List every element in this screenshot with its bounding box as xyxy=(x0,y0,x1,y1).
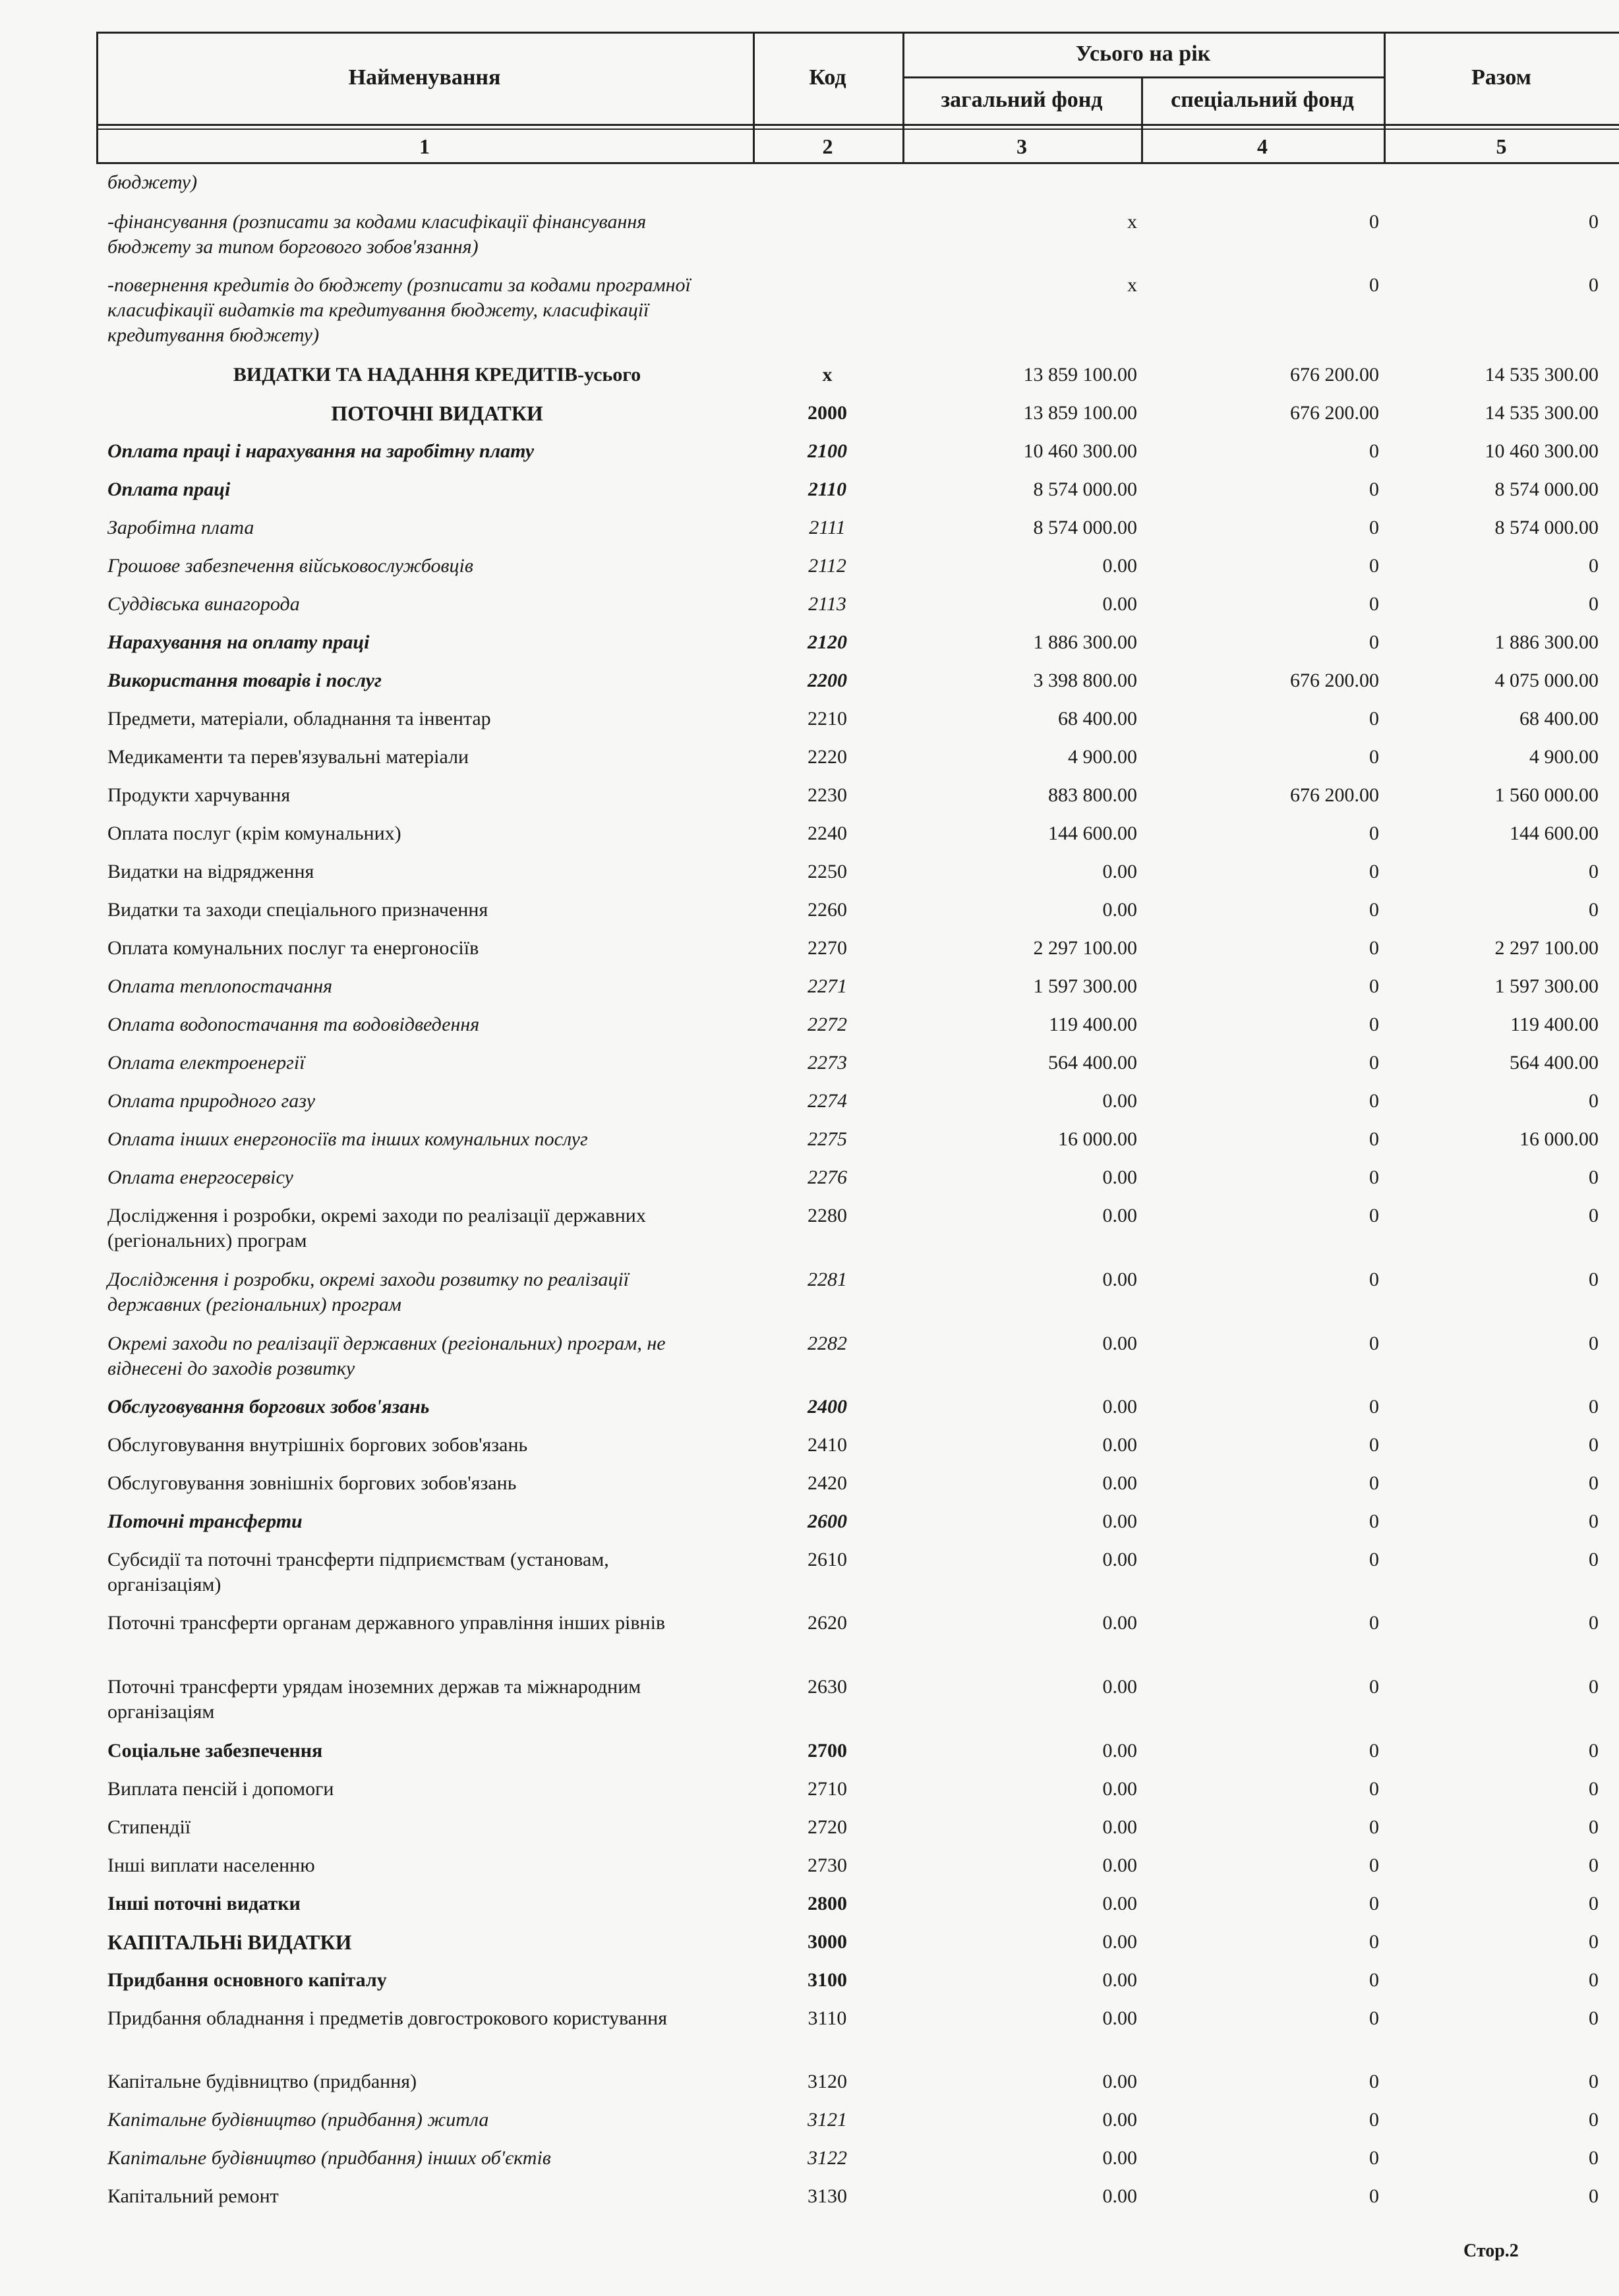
row-code: 2110 xyxy=(808,478,847,500)
row-sum: 8 574 000.00 xyxy=(1494,517,1599,538)
row-special-fund: 0 xyxy=(1369,274,1379,296)
row-special-fund: 0 xyxy=(1369,1676,1379,1698)
row-name: Нарахування на оплату праці xyxy=(107,631,370,653)
row-general-fund: 564 400.00 xyxy=(1048,1052,1137,1074)
row-name: Заробітна плата xyxy=(107,517,254,538)
row-code: 2280 xyxy=(808,1205,847,1226)
table-header xyxy=(96,32,1619,165)
row-sum: 14 535 300.00 xyxy=(1485,402,1599,424)
row-name: Поточні трансферти органам державного управління інших рівнів xyxy=(107,1612,666,1634)
row-code: 3130 xyxy=(808,2185,847,2207)
header-sum: Разом xyxy=(1471,65,1531,90)
row-sum: 0 xyxy=(1589,861,1599,882)
row-special-fund: 676 200.00 xyxy=(1290,784,1379,806)
row-general-fund: 0.00 xyxy=(1102,2147,1137,2169)
row-code: 2710 xyxy=(808,1778,847,1800)
row-sum: 0 xyxy=(1589,1434,1599,1456)
header-num-2: 2 xyxy=(822,134,833,158)
row-name: КАПІТАЛЬНі ВИДАТКИ xyxy=(107,1930,352,1954)
row-code: 2220 xyxy=(808,746,847,768)
row-code: 2111 xyxy=(809,517,846,538)
row-general-fund: 0.00 xyxy=(1102,1269,1137,1290)
row-code: 2410 xyxy=(808,1434,847,1456)
row-general-fund: 0.00 xyxy=(1102,1510,1137,1532)
row-name: Оплата інших енергоносіїв та інших комунальних послуг xyxy=(107,1128,588,1150)
row-code: 2281 xyxy=(808,1269,847,1290)
row-sum: 0 xyxy=(1589,1090,1599,1112)
row-sum: 68 400.00 xyxy=(1519,708,1599,730)
row-special-fund: 0 xyxy=(1369,899,1379,921)
row-sum: 0 xyxy=(1589,1676,1599,1698)
row-general-fund: 0.00 xyxy=(1102,1816,1137,1838)
row-name: Оплата праці xyxy=(107,478,231,500)
row-name: Продукти харчування xyxy=(107,784,291,806)
row-special-fund: 0 xyxy=(1369,2007,1379,2029)
row-special-fund: 0 xyxy=(1369,1612,1379,1634)
row-sum: 0 xyxy=(1589,899,1599,921)
row-special-fund: 0 xyxy=(1369,1472,1379,1494)
row-name: Грошове забезпечення військовослужбовців xyxy=(107,555,473,577)
row-sum: 0 xyxy=(1589,2109,1599,2131)
row-code: 2282 xyxy=(808,1333,847,1354)
row-name: Оплата праці і нарахування на заробітну плату xyxy=(107,440,535,462)
row-sum: 0 xyxy=(1589,1612,1599,1634)
row-sum: 119 400.00 xyxy=(1510,1014,1599,1035)
row-special-fund: 0 xyxy=(1369,478,1379,500)
row-code: 2260 xyxy=(808,899,847,921)
row-special-fund: 0 xyxy=(1369,1090,1379,1112)
row-special-fund: 0 xyxy=(1369,861,1379,882)
row-name: Поточні трансферти урядам іноземних держав та міжнародним організаціям xyxy=(107,1676,641,1723)
row-general-fund: 1 886 300.00 xyxy=(1033,631,1137,653)
row-name: Поточні трансферти xyxy=(107,1510,303,1532)
row-special-fund: 0 xyxy=(1369,1434,1379,1456)
row-code: 2630 xyxy=(808,1676,847,1698)
row-name: Медикаменти та перев'язувальні матеріали xyxy=(107,746,469,768)
row-sum: 0 xyxy=(1589,1969,1599,1991)
row-name: Придбання обладнання і предметів довгострокового користування xyxy=(107,2007,668,2029)
row-general-fund: x xyxy=(1127,274,1137,296)
row-special-fund: 0 xyxy=(1369,1893,1379,1914)
row-sum: 0 xyxy=(1589,274,1599,296)
row-general-fund: 3 398 800.00 xyxy=(1033,670,1137,691)
row-special-fund: 0 xyxy=(1369,1333,1379,1354)
row-code: 2271 xyxy=(808,975,847,997)
row-name: Придбання основного капіталу xyxy=(107,1969,387,1991)
row-sum: 0 xyxy=(1589,2185,1599,2207)
row-general-fund: 8 574 000.00 xyxy=(1033,517,1137,538)
header-num-5: 5 xyxy=(1496,134,1507,158)
row-code: 2610 xyxy=(808,1549,847,1570)
row-name: -фінансування (розписати за кодами класифікації фінансування бюджету за типом боргового зобов'язання) xyxy=(107,211,647,258)
row-general-fund: x xyxy=(1127,211,1137,233)
row-name: ВИДАТКИ ТА НАДАННЯ КРЕДИТІВ-усього xyxy=(233,364,641,386)
row-code: 2113 xyxy=(808,593,846,615)
row-code: 2210 xyxy=(808,708,847,730)
row-general-fund: 0.00 xyxy=(1102,1434,1137,1456)
row-sum: 0 xyxy=(1589,593,1599,615)
row-sum: 1 886 300.00 xyxy=(1494,631,1599,653)
row-code: 2700 xyxy=(808,1740,847,1762)
row-sum: 0 xyxy=(1589,1166,1599,1188)
row-general-fund: 68 400.00 xyxy=(1058,708,1137,730)
row-special-fund: 0 xyxy=(1369,746,1379,768)
row-name: Соціальне забезпечення xyxy=(107,1740,323,1762)
row-general-fund: 119 400.00 xyxy=(1049,1014,1137,1035)
row-name: Оплата водопостачання та водовідведення xyxy=(107,1014,480,1035)
row-name: Оплата теплопостачання xyxy=(107,975,333,997)
row-general-fund: 0.00 xyxy=(1102,1893,1137,1914)
row-general-fund: 0.00 xyxy=(1102,2185,1137,2207)
row-special-fund: 0 xyxy=(1369,1396,1379,1418)
row-name: ПОТОЧНІ ВИДАТКИ xyxy=(331,401,543,425)
row-general-fund: 0.00 xyxy=(1102,1205,1137,1226)
row-name: Окремі заходи по реалізації державних (регіональних) програм, не віднесені до заходів розвитку xyxy=(107,1333,666,1379)
header-code: Код xyxy=(809,65,846,90)
row-code: 2230 xyxy=(808,784,847,806)
row-general-fund: 883 800.00 xyxy=(1048,784,1137,806)
row-general-fund: 0.00 xyxy=(1102,1778,1137,1800)
row-special-fund: 0 xyxy=(1369,1510,1379,1532)
row-name: Предмети, матеріали, обладнання та інвентар xyxy=(107,708,491,730)
row-special-fund: 0 xyxy=(1369,555,1379,577)
row-name: Дослідження і розробки, окремі заходи розвитку по реалізації державних (регіональних) програм xyxy=(107,1269,630,1315)
row-sum: 4 075 000.00 xyxy=(1494,670,1599,691)
row-sum: 0 xyxy=(1589,1816,1599,1838)
row-name: Виплата пенсій і допомоги xyxy=(107,1778,334,1800)
row-code: 3122 xyxy=(808,2147,847,2169)
row-special-fund: 0 xyxy=(1369,1549,1379,1570)
row-sum: 0 xyxy=(1589,1740,1599,1762)
row-special-fund: 0 xyxy=(1369,975,1379,997)
row-general-fund: 13 859 100.00 xyxy=(1023,364,1137,386)
row-special-fund: 0 xyxy=(1369,1740,1379,1762)
row-code: 2120 xyxy=(808,631,847,653)
row-name: Капітальне будівництво (придбання) житла xyxy=(107,2109,489,2131)
header-total-year: Усього на рік xyxy=(1075,42,1211,66)
header-num-3: 3 xyxy=(1016,134,1027,158)
row-name: Інші поточні видатки xyxy=(107,1893,301,1914)
row-special-fund: 0 xyxy=(1369,1778,1379,1800)
row-special-fund: 0 xyxy=(1369,1931,1379,1953)
row-code: 2600 xyxy=(808,1510,847,1532)
row-name: -повернення кредитів до бюджету (розписати за кодами програмної класифікації видатків та кредитування бюджету, класифікації кредитування бюджету) xyxy=(107,274,691,346)
row-sum: 8 574 000.00 xyxy=(1494,478,1599,500)
row-code: 2200 xyxy=(808,670,847,691)
row-name: Використання товарів і послуг xyxy=(107,670,382,691)
row-special-fund: 0 xyxy=(1369,631,1379,653)
row-general-fund: 144 600.00 xyxy=(1048,822,1137,844)
row-general-fund: 0.00 xyxy=(1102,1931,1137,1953)
row-general-fund: 0.00 xyxy=(1102,1969,1137,1991)
row-sum: 144 600.00 xyxy=(1510,822,1599,844)
row-sum: 0 xyxy=(1589,211,1599,233)
row-name: Оплата послуг (крім комунальних) xyxy=(107,822,401,844)
row-name: бюджету) xyxy=(107,171,198,193)
row-sum: 16 000.00 xyxy=(1519,1128,1599,1150)
row-general-fund: 2 297 100.00 xyxy=(1033,937,1137,959)
row-special-fund: 0 xyxy=(1369,1166,1379,1188)
row-general-fund: 0.00 xyxy=(1102,1090,1137,1112)
row-general-fund: 0.00 xyxy=(1102,593,1137,615)
row-code: 2275 xyxy=(808,1128,847,1150)
row-sum: 0 xyxy=(1589,1396,1599,1418)
row-general-fund: 0.00 xyxy=(1102,1740,1137,1762)
row-name: Оплата енергосервісу xyxy=(107,1166,293,1188)
row-code: 2112 xyxy=(808,555,846,577)
row-code: 3110 xyxy=(808,2007,847,2029)
row-sum: 0 xyxy=(1589,1333,1599,1354)
row-code: 2274 xyxy=(808,1090,847,1112)
row-name: Видатки на відрядження xyxy=(107,861,314,882)
row-special-fund: 0 xyxy=(1369,1854,1379,1876)
row-code: 2730 xyxy=(808,1854,847,1876)
row-sum: 0 xyxy=(1589,1549,1599,1570)
row-general-fund: 0.00 xyxy=(1102,2071,1137,2092)
row-name: Обслуговування зовнішніх боргових зобов'язань xyxy=(107,1472,517,1494)
row-sum: 0 xyxy=(1589,2071,1599,2092)
row-name: Оплата комунальних послуг та енергоносіїв xyxy=(107,937,479,959)
row-general-fund: 0.00 xyxy=(1102,1166,1137,1188)
row-special-fund: 0 xyxy=(1369,1205,1379,1226)
row-general-fund: 4 900.00 xyxy=(1068,746,1137,768)
row-special-fund: 0 xyxy=(1369,2109,1379,2131)
row-sum: 0 xyxy=(1589,1269,1599,1290)
row-code: 2276 xyxy=(808,1166,847,1188)
row-general-fund: 0.00 xyxy=(1102,1854,1137,1876)
row-code: 2800 xyxy=(808,1893,847,1914)
header-num-1: 1 xyxy=(419,134,430,158)
row-code: 2620 xyxy=(808,1612,847,1634)
row-special-fund: 0 xyxy=(1369,593,1379,615)
row-code: x xyxy=(822,364,833,386)
row-sum: 0 xyxy=(1589,1205,1599,1226)
row-special-fund: 676 200.00 xyxy=(1290,402,1379,424)
row-general-fund: 10 460 300.00 xyxy=(1023,440,1137,462)
row-general-fund: 0.00 xyxy=(1102,1612,1137,1634)
row-general-fund: 13 859 100.00 xyxy=(1023,402,1137,424)
row-name: Обслуговування внутрішніх боргових зобов'язань xyxy=(107,1434,528,1456)
row-sum: 10 460 300.00 xyxy=(1485,440,1599,462)
row-sum: 0 xyxy=(1589,1854,1599,1876)
row-special-fund: 0 xyxy=(1369,1128,1379,1150)
row-sum: 0 xyxy=(1589,1931,1599,1953)
row-general-fund: 0.00 xyxy=(1102,1676,1137,1698)
row-name: Оплата природного газу xyxy=(107,1090,316,1112)
row-sum: 0 xyxy=(1589,1472,1599,1494)
header-special-fund: спеціальний фонд xyxy=(1171,88,1354,112)
row-name: Обслуговування боргових зобов'язань xyxy=(107,1396,430,1418)
header-num-4: 4 xyxy=(1257,134,1268,158)
row-code: 2400 xyxy=(808,1396,847,1418)
row-name: Дослідження і розробки, окремі заходи по реалізації державних (регіональних) програм xyxy=(107,1205,646,1251)
row-code: 2420 xyxy=(808,1472,847,1494)
row-special-fund: 0 xyxy=(1369,1269,1379,1290)
row-special-fund: 676 200.00 xyxy=(1290,670,1379,691)
row-name: Стипендії xyxy=(107,1816,191,1838)
row-general-fund: 8 574 000.00 xyxy=(1033,478,1137,500)
row-code: 3100 xyxy=(808,1969,847,1991)
row-code: 2100 xyxy=(808,440,847,462)
row-general-fund: 0.00 xyxy=(1102,1333,1137,1354)
row-special-fund: 0 xyxy=(1369,937,1379,959)
row-general-fund: 0.00 xyxy=(1102,2007,1137,2029)
row-code: 2250 xyxy=(808,861,847,882)
row-special-fund: 0 xyxy=(1369,708,1379,730)
row-general-fund: 0.00 xyxy=(1102,1396,1137,1418)
row-general-fund: 0.00 xyxy=(1102,555,1137,577)
row-special-fund: 0 xyxy=(1369,440,1379,462)
row-name: Оплата електроенергії xyxy=(107,1052,305,1074)
row-sum: 0 xyxy=(1589,1778,1599,1800)
row-name: Суддівська винагорода xyxy=(107,593,300,615)
row-special-fund: 0 xyxy=(1369,2185,1379,2207)
row-name: Інші виплати населенню xyxy=(107,1854,315,1876)
row-code: 2273 xyxy=(808,1052,847,1074)
row-name: Капітальне будівництво (придбання) xyxy=(107,2071,417,2092)
page-number: Стор.2 xyxy=(1463,2241,1519,2261)
row-sum: 14 535 300.00 xyxy=(1485,364,1599,386)
row-name: Видатки та заходи спеціального призначення xyxy=(107,899,488,921)
row-code: 2720 xyxy=(808,1816,847,1838)
row-sum: 0 xyxy=(1589,1893,1599,1914)
row-special-fund: 0 xyxy=(1369,211,1379,233)
row-code: 2240 xyxy=(808,822,847,844)
row-special-fund: 0 xyxy=(1369,2147,1379,2169)
row-general-fund: 0.00 xyxy=(1102,861,1137,882)
row-general-fund: 0.00 xyxy=(1102,1549,1137,1570)
header-name: Найменування xyxy=(348,65,501,90)
row-general-fund: 0.00 xyxy=(1102,1472,1137,1494)
row-sum: 4 900.00 xyxy=(1529,746,1599,768)
row-special-fund: 0 xyxy=(1369,1816,1379,1838)
row-general-fund: 1 597 300.00 xyxy=(1033,975,1137,997)
row-general-fund: 0.00 xyxy=(1102,2109,1137,2131)
row-general-fund: 0.00 xyxy=(1102,899,1137,921)
row-sum: 1 597 300.00 xyxy=(1494,975,1599,997)
row-name: Капітальний ремонт xyxy=(107,2185,279,2207)
row-sum: 0 xyxy=(1589,2007,1599,2029)
row-name: Капітальне будівництво (придбання) інших об'єктів xyxy=(107,2147,551,2169)
row-code: 3120 xyxy=(808,2071,847,2092)
row-code: 3121 xyxy=(808,2109,847,2131)
row-sum: 1 560 000.00 xyxy=(1494,784,1599,806)
row-special-fund: 0 xyxy=(1369,1052,1379,1074)
row-special-fund: 0 xyxy=(1369,517,1379,538)
row-special-fund: 0 xyxy=(1369,2071,1379,2092)
row-general-fund: 16 000.00 xyxy=(1058,1128,1137,1150)
row-sum: 2 297 100.00 xyxy=(1494,937,1599,959)
row-sum: 0 xyxy=(1589,555,1599,577)
row-special-fund: 0 xyxy=(1369,1969,1379,1991)
row-code: 2272 xyxy=(808,1014,847,1035)
row-code: 3000 xyxy=(808,1931,847,1953)
row-special-fund: 0 xyxy=(1369,1014,1379,1035)
row-special-fund: 0 xyxy=(1369,822,1379,844)
row-name: Субсидії та поточні трансферти підприємствам (установам, організаціям) xyxy=(107,1549,609,1595)
row-sum: 564 400.00 xyxy=(1510,1052,1599,1074)
row-special-fund: 676 200.00 xyxy=(1290,364,1379,386)
row-sum: 0 xyxy=(1589,2147,1599,2169)
row-code: 2270 xyxy=(808,937,847,959)
row-code: 2000 xyxy=(808,402,847,424)
row-sum: 0 xyxy=(1589,1510,1599,1532)
header-general-fund: загальний фонд xyxy=(941,88,1103,112)
